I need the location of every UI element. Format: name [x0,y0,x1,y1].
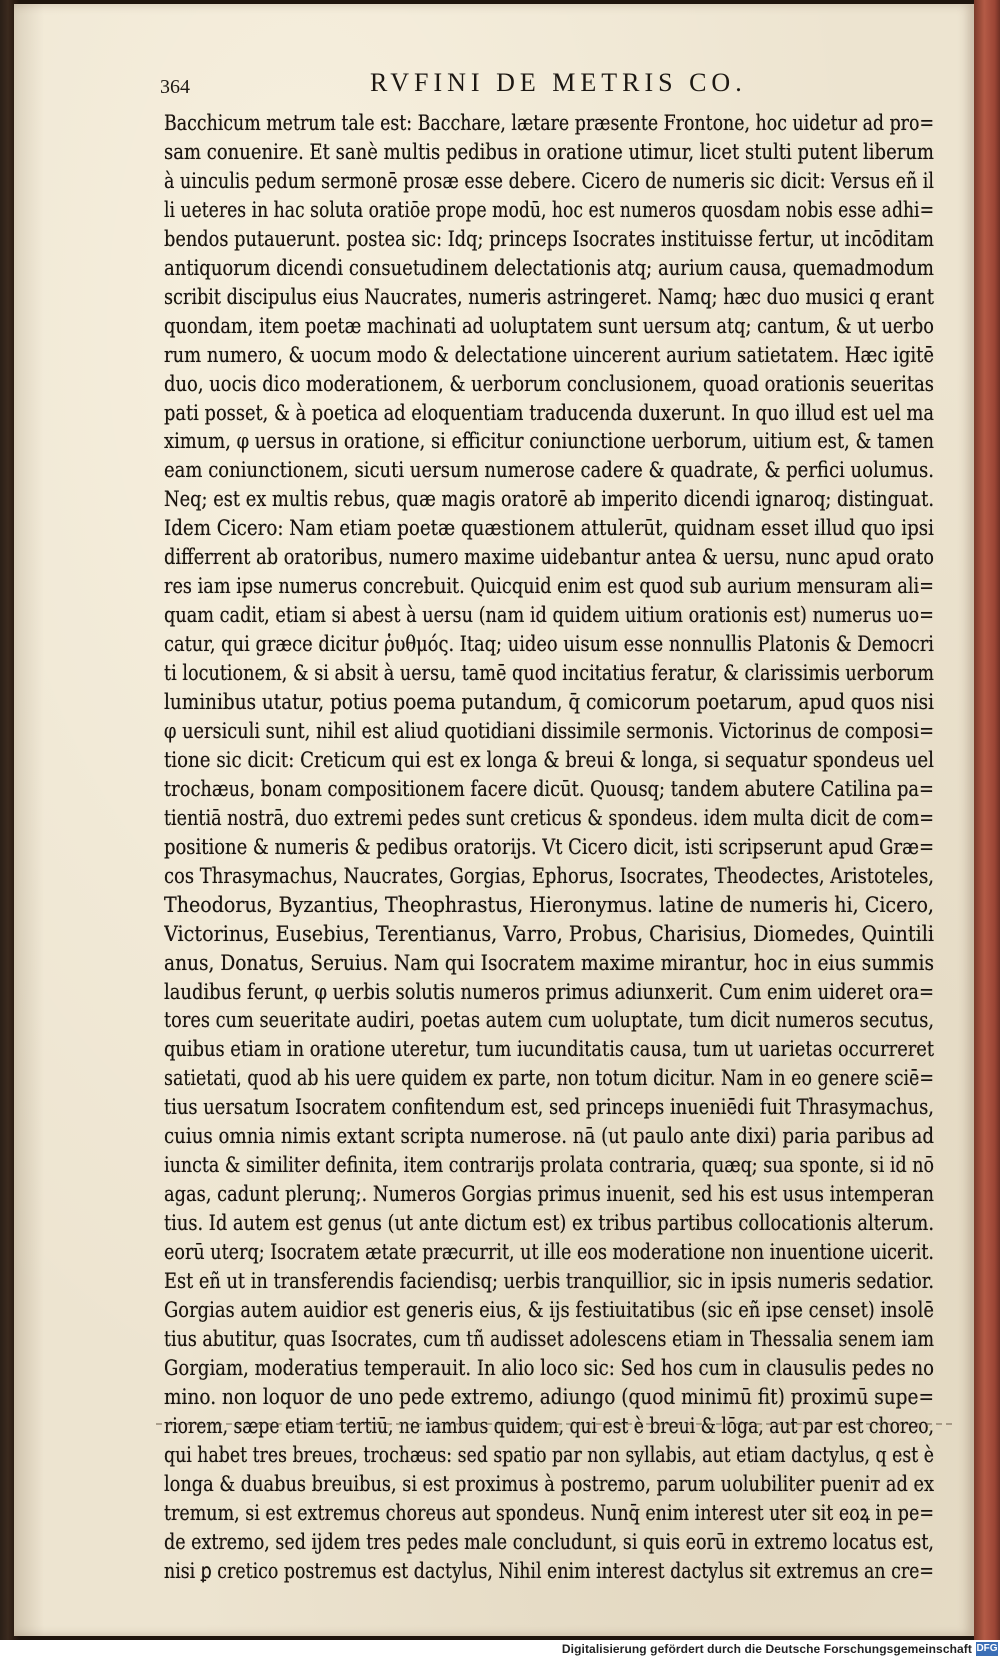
text-line [164,571,942,602]
text-line-content: agas, cadunt plerunq;. Numeros Gorgias primus inuenit, sed his est usus intemperan [164,1182,934,1207]
text-line-content: Theodorus, Byzantius, Theophrastus, Hieronymus. latine de numeris hi, Cicero, [164,892,934,917]
text-line [164,1063,942,1094]
text-line [164,919,942,950]
text-line-content: antiquorum dicendi consuetudinem delectationis atq; aurium causa, quemadmodum [164,255,934,280]
text-line [164,803,942,834]
text-line-content: ti locutionem, & si absit à uersu, tamē quod incitatius feratur, & clarissimis uerborum [164,661,934,686]
text-line [164,108,942,139]
body-text [164,108,942,1628]
text-line-content: positione & numeris & pedibus oratorijs. Vt Cicero dicit, isti scripserunt apud Græ= [164,834,934,859]
text-line [164,629,942,660]
text-line [164,195,942,226]
text-line [164,1237,942,1268]
footer-credit: Digitalisierung gefördert durch die Deutsche Forschungsgemeinschaft [561,1642,972,1656]
text-line-content: res iam ipse numerus concrebuit. Quicquid enim est quod sub aurium mensuram ali= [164,574,934,599]
text-line-content: φ uersiculi sunt, nihil est aliud quotidiani dissimile sermonis. Victorinus de composi= [164,718,934,743]
text-line-content: tientiā nostrā, duo extremi pedes sunt creticus & spondeus. idem multa dicit de com= [164,805,934,830]
text-line-content: bendos putauerunt. postea sic: Idq; princeps Isocrates instituisse fertur, ut incōditam [164,226,934,251]
text-line [164,224,942,255]
text-line [164,1150,942,1181]
text-line [164,1034,942,1065]
text-line-content: ximum, φ uersus in oratione, si efficitur coniunctione uerborum, uitium est, & tamen [164,429,934,454]
dfg-logo-icon: DFG [976,1643,998,1654]
text-line-content: mino. non loquor de uno pede extremo, adiungo (quod minimū fit) proximū supe= [164,1384,934,1409]
text-line-content: scribit discipulus eius Naucrates, numeris astringeret. Namq; hæc duo musici q erant [164,284,934,309]
text-line-content: iuncta & similiter definita, item contrarijs prolata contraria, quæq; sua sponte, si id nō [164,1153,934,1178]
text-line-content: Victorinus, Eusebius, Terentianus, Varro, Probus, Charisius, Diomedes, Quintili [164,921,934,946]
text-line [164,1440,942,1471]
text-line-content: anus, Donatus, Seruius. Nam qui Isocratem maxime mirantur, hoc in eius summis [164,950,934,975]
text-line-content: trochæus, bonam compositionem facere dicūt. Quousq; tandem abutere Catilina pa= [164,776,934,801]
page-number: 364 [160,76,190,98]
text-line-content: tius uersatum Isocratem confitendum est, sed princeps inueniēdi fuit Thrasymachus, [164,1095,934,1120]
text-line [164,1469,942,1500]
text-line-content: tremum, si est extremus choreus aut spondeus. Nunq̄ enim interest uter sit eoꝝ in pe= [164,1500,934,1525]
bottom-rule [156,1423,956,1425]
text-line-content: rum numero, & uocum modo & delectatione uincerent aurium satietatem. Hæc igitē [164,342,934,367]
text-line-content: quondam, item poetæ machinati ad uoluptatem sunt uersum atq; cantum, & ut uerbo [164,313,934,338]
text-line-content: satietati, quod ab his uere quidem ex parte, non totum dicitur. Nam in eo genere sciē= [164,1066,934,1091]
text-line [164,658,942,689]
text-line [164,542,942,573]
page-red-edge [974,0,1000,1640]
text-line [164,687,942,718]
text-line [164,398,942,429]
text-line [164,832,942,863]
text-line-content: cuius omnia nimis extant scripta numerose. nā (ut paulo ante dixi) paria paribus ad [164,1124,934,1149]
text-line-content: à uinculis pedum sermonē prosæ esse debere. Cicero de numeris sic dicit: Versus eñ il [164,168,934,193]
text-line [164,600,942,631]
text-line-content: tius. Id autem est genus (ut ante dictum est) ex tribus partibus collocationis alterum. [164,1211,934,1236]
text-line [164,1208,942,1239]
text-line-content: Est eñ ut in transferendis faciendisq; uerbis tranquillior, sic in ipsis numeris sedatior. [164,1269,934,1293]
text-line [164,1266,942,1297]
text-line [164,1382,942,1413]
text-line-content: qui habet tres breues, trochæus: sed spatio par non syllabis, aut etiam dactylus, q est è [164,1442,934,1467]
text-line-content: pati posset, & à poetica ad eloquentiam traducenda duxerunt. In quo illud est uel ma [164,400,934,425]
digitization-footer [0,1640,1000,1660]
text-line-content: cos Thrasymachus, Naucrates, Gorgias, Ephorus, Isocrates, Theodectes, Aristoteles, [164,863,934,888]
text-line-content: Bacchicum metrum tale est: Bacchare, lætare præsente Frontone, hoc uidetur ad pro= [164,111,934,135]
text-line-content: Gorgiam, moderatius temperauit. In alio loco sic: Sed hos cum in clausulis pedes no [164,1355,934,1380]
text-line [164,716,942,747]
text-line [164,137,942,168]
text-line [164,1092,942,1123]
text-line-content: eorū uterq; Isocratem ætate præcurrit, ut ille eos moderatione non inuentione uicerit. [164,1240,934,1265]
text-line [164,369,942,400]
text-line-content: differrent ab oratoribus, numero maxime uidebantur antea & uersu, nunc apud orato [164,545,934,570]
text-line [164,253,942,284]
text-line-content: Neq; est ex multis rebus, quæ magis oratorē ab imperito dicendi ignaroq; distinguat. [164,487,934,512]
text-line-content: li ueteres in hac soluta oratiōe prope modū, hoc est numeros quosdam nobis esse adhi= [164,197,934,222]
book-page [14,4,974,1636]
text-line [164,890,942,921]
text-line-content: longa & duabus breuibus, si est proximus à postremo, parum uolubiliter pueniт ad ex [164,1471,934,1496]
text-line-content: eam coniunctionem, sicuti uersum numerose cadere & quadrate, & perfici uolumus. [164,458,934,483]
text-line [164,1324,942,1355]
text-line-content: tius abutitur, quas Isocrates, cum tñ audisset adolescens etiam in Thessalia senem iam [164,1326,934,1351]
text-line-content: Gorgias autem auidior est generis eius, & ijs festiuitatibus (sic eñ ipse censet) insolē [164,1297,934,1322]
text-line [164,282,942,313]
text-line [164,948,942,979]
text-line [164,774,942,805]
text-line-content: duo, uocis dico moderationem, & uerborum conclusionem, quoad orationis seueritas [164,371,934,396]
text-line-content: de extremo, sed ijdem tres pedes male concludunt, si quis eorū in extremo locatus est, [164,1529,934,1554]
text-line [164,1005,942,1036]
text-line [164,311,942,342]
text-line [164,1121,942,1152]
text-line [164,455,942,486]
running-head: RVFINI DE METRIS CO. [370,68,747,97]
text-line [164,745,942,776]
text-line-content: tione sic dicit: Creticum qui est ex longa & breui & longa, si sequatur spondeus uel [164,747,934,772]
text-line [164,1295,942,1326]
text-line [164,1411,942,1442]
text-line [164,426,942,457]
text-line-content: quam cadit, etiam si abest à uersu (nam id quidem uitium orationis est) numerus uo= [164,603,934,628]
text-line [164,513,942,544]
text-line-content: catur, qui græce dicitur ῥυθμός. Itaq; uideo uisum esse nonnullis Platonis & Democri [164,632,934,657]
text-line-content: laudibus ferunt, φ uerbis solutis numeros primus adiunxerit. Cum enim uideret ora= [164,979,934,1004]
text-line [164,1527,942,1558]
page-header [160,68,920,104]
text-line-content: luminibus utatur, potius poema putandum, q̄ comicorum poetarum, apud quos nisi [164,690,934,714]
text-line-content: Idem Cicero: Nam etiam poetæ quæstionem attulerūt, quidnam esset illud quo ipsi [164,516,934,541]
text-line [164,861,942,892]
text-line-content: tores cum seueritate audiri, poetas autem cum uoluptate, tum dicit numeros secutus, [164,1008,934,1033]
text-line [164,340,942,371]
text-line-content: riorem, sæpe etiam tertiū, ne iambus quidem, qui est è breui & lōga, aut par est choreo, [164,1413,934,1438]
text-line [164,1498,942,1529]
text-line-content: quibus etiam in oratione uteretur, tum iucunditatis causa, tum ut uarietas occurreret [164,1037,934,1062]
text-line [164,977,942,1008]
text-line-content: nisi ꝑ cretico postremus est dactylus, Nihil enim interest dactylus sit extremus an cre= [164,1558,934,1583]
text-line [164,1556,942,1587]
text-line [164,1179,942,1210]
text-line-content: sam conuenire. Et sanè multis pedibus in oratione utimur, licet stulti putent liberum [164,139,934,164]
text-line [164,1353,942,1384]
text-line [164,484,942,515]
text-line [164,166,942,197]
